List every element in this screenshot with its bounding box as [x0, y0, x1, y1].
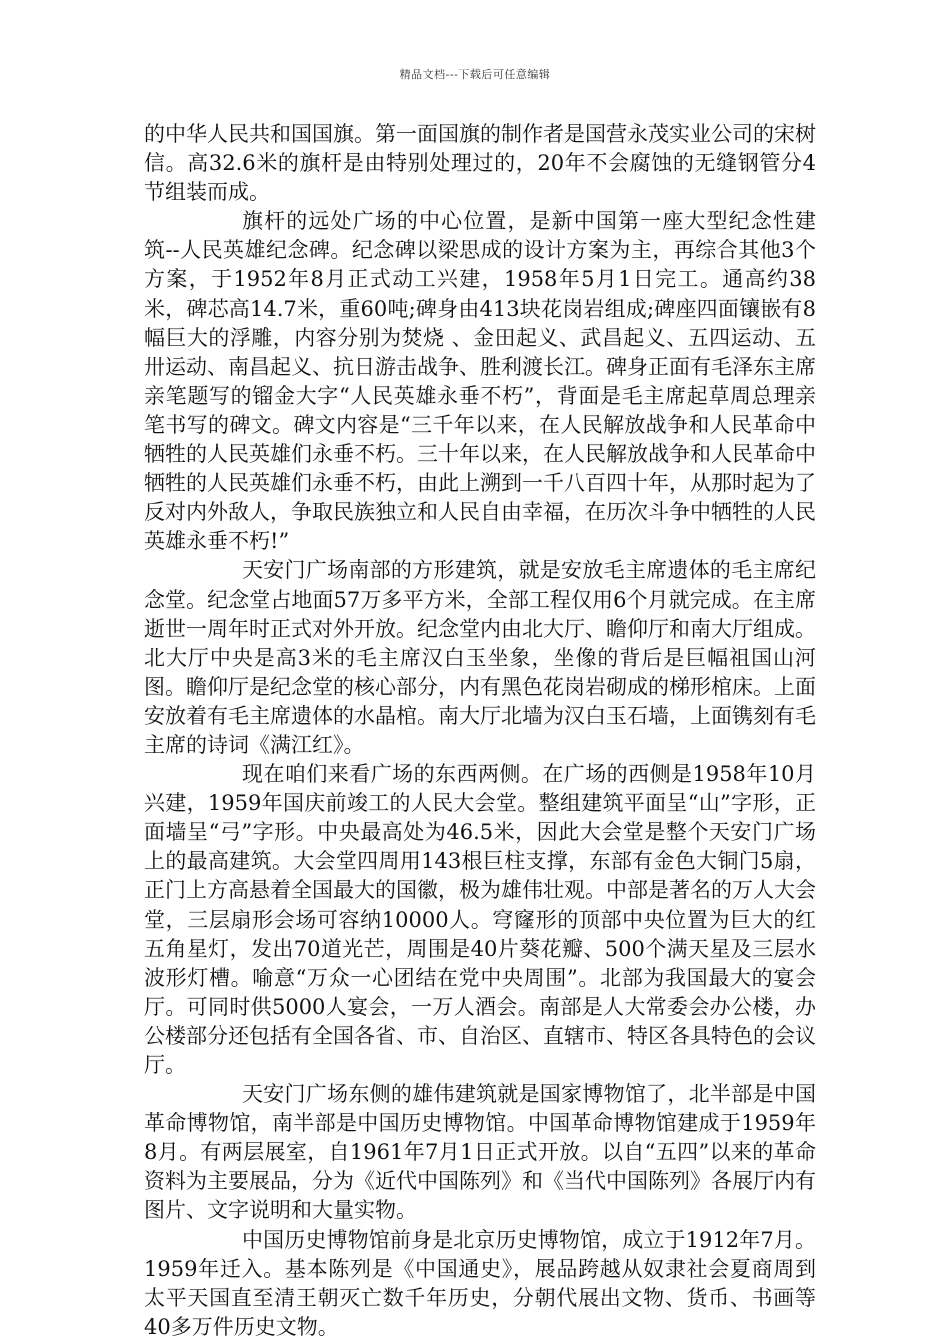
paragraph-national-flag: 的中华人民共和国国旗。第一面国旗的制作者是国营永茂实业公司的宋树信。高32.6米的旗杆是由特别处理过的，20年不会腐蚀的无缝钢管分4节组装而成。 — [144, 122, 816, 205]
paragraph-history-museum: 中国历史博物馆前身是北京历史博物馆，成立于1912年7月。1959年迁入。基本陈列是《中国通史》，展品跨越从奴隶社会夏商周到太平天国直至清王朝灭亡数千年历史，分朝代展出文物、货币、书画等40多万件历史文物。 — [144, 1227, 816, 1339]
paragraph-great-hall: 现在咱们来看广场的东西两侧。在广场的西侧是1958年10月兴建，1959年国庆前竣工的人民大会堂。整组建筑平面呈“山”字形，正面墙呈“弓”字形。中央最高处为46.5米，因此大会堂是整个天安门广场上的最高建筑。大会堂四周用143根巨柱支撑，东部有金色大铜门5扇，正门上方高悬着全国最大的国徽，极为雄伟壮观。中部是著名的万人大会堂，三层扇形会场可容纳10000人。穹窿形的顶部中央位置为巨大的红五角星灯，发出70道光芒，周围是40片葵花瓣、500个满天星及三层水波形灯槽。喻意“万众一心团结在党中央周围”。北部为我国最大的宴会厅。可同时供5000人宴会，一万人酒会。南部是人大常委会办公楼，办公楼部分还包括有全国各省、市、自治区、直辖市、特区各具特色的会议厅。 — [144, 762, 816, 1077]
paragraph-monument: 旗杆的远处广场的中心位置，是新中国第一座大型纪念性建筑--人民英雄纪念碑。纪念碑以梁思成的设计方案为主，再综合其他3个方案，于1952年8月正式动工兴建，1958年5月1日完工。通高约38米，碑芯高14.7米，重60吨;碑身由413块花岗岩组成;碑座四面镶嵌有8幅巨大的浮雕，内容分别为焚烧 、金田起义、武昌起义、五四运动、五卅运动、南昌起义、抗日游击战争、胜利渡长江。碑身正面有毛泽东主席亲笔题写的镏金大字“人民英雄永垂不朽”，背面是毛主席起草周总理亲笔书写的碑文。碑文内容是“三千年以来，在人民解放战争和人民革命中牺牲的人民英雄们永垂不朽。三十年以来，在人民解放战争和人民革命中牺牲的人民英雄们永垂不朽，由此上溯到一千八百四十年，从那时起为了反对内外敌人，争取民族独立和人民自由幸福，在历次斗争中牺牲的人民英雄永垂不朽!” — [144, 209, 816, 554]
document-body — [144, 120, 816, 1342]
paragraph-memorial-hall: 天安门广场南部的方形建筑，就是安放毛主席遗体的毛主席纪念堂。纪念堂占地面57万多平方米，全部工程仅用6个月就完成。在主席逝世一周年时正式对外开放。纪念堂内由北大厅、瞻仰厅和南大厅组成。北大厅中央是高3米的毛主席汉白玉坐象，坐像的背后是巨幅祖国山河图。瞻仰厅是纪念堂的核心部分，内有黑色花岗岩砌成的梯形棺床。上面安放着有毛主席遗体的水晶棺。南大厅北墙为汉白玉石墙，上面镌刻有毛主席的诗词《满江红》。 — [144, 558, 816, 757]
page-header: 精品文档---下载后可任意编辑 — [399, 68, 551, 81]
paragraph-national-museum: 天安门广场东侧的雄伟建筑就是国家博物馆了，北半部是中国革命博物馆，南半部是中国历史博物馆。中国革命博物馆建成于1959年8月。有两层展室，自1961年7月1日正式开放。以自“五四”以来的革命资料为主要展品，分为《近代中国陈列》和《当代中国陈列》各展厅内有图片、文字说明和大量实物。 — [144, 1082, 816, 1223]
